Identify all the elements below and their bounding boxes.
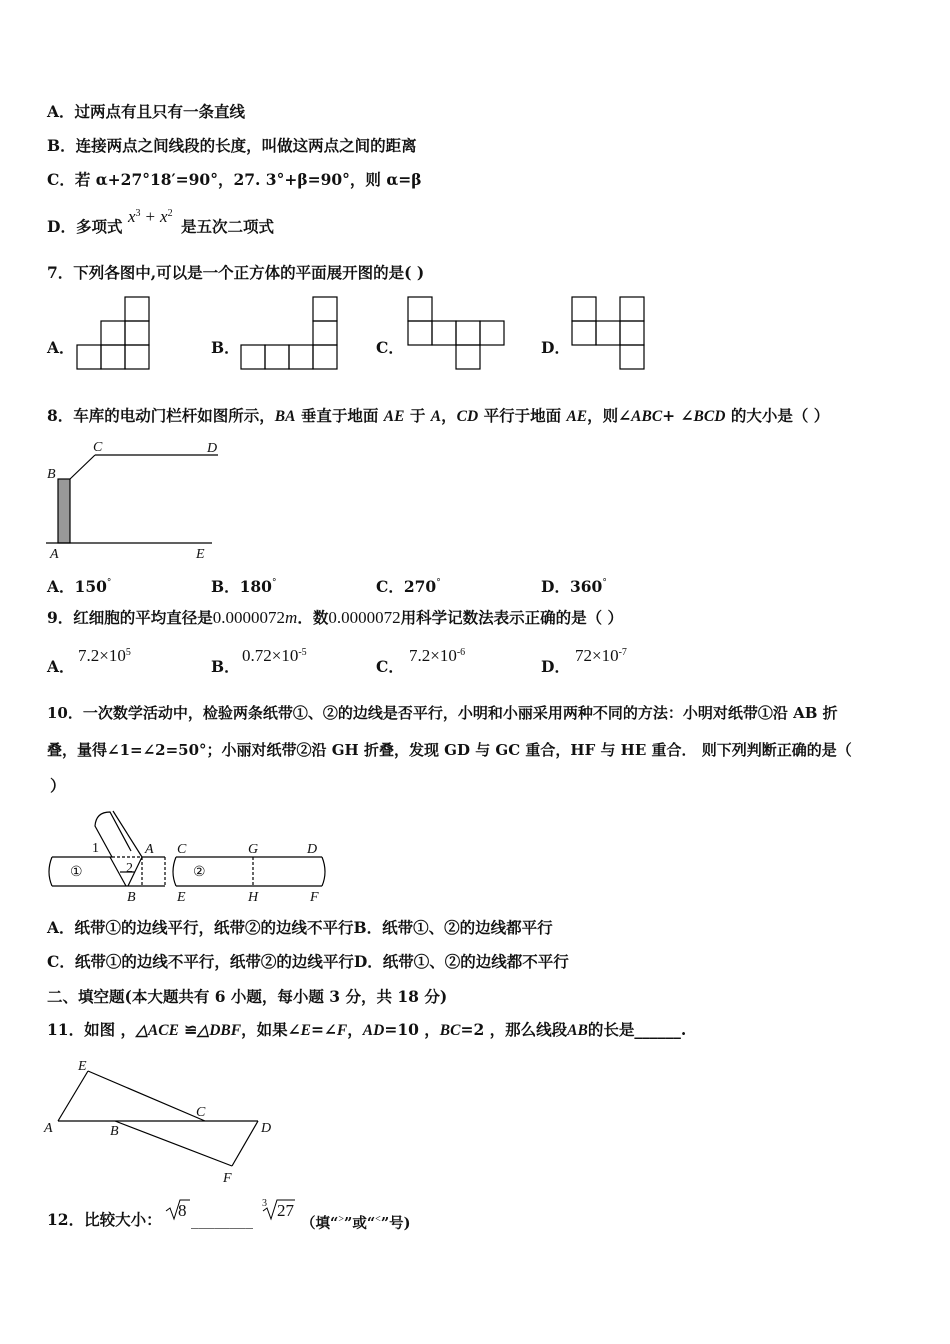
label-c: C (93, 440, 103, 455)
q11-stem-text: =2 ，那么线段 (460, 1020, 568, 1039)
option-label: D． (541, 657, 570, 676)
radicand: 8 (178, 1201, 187, 1220)
poly-term-a: x (128, 207, 136, 227)
q8-cd: CD (456, 408, 479, 425)
label-a: A (145, 842, 154, 857)
label-c: C (177, 842, 187, 857)
q8-a: A (430, 408, 442, 425)
q10-options-ab: A．纸带①的边线平行，纸带②的边线不平行B．纸带①、②的边线都平行 (47, 918, 553, 937)
option-label: A． (47, 102, 75, 121)
q11-stem-text: ， (347, 1020, 363, 1039)
angle-1-label: 1 (92, 841, 99, 856)
sci-base: 7.2×10 (409, 646, 457, 665)
q9-number: 0.0000072 (212, 608, 286, 627)
option-label: A． (47, 657, 75, 676)
sci-exp: -7 (618, 646, 627, 658)
sci-exp: -5 (298, 646, 307, 658)
q11-congruent: ≌ (178, 1020, 198, 1039)
q11-bc: BC (439, 1022, 461, 1039)
radicand: 27 (277, 1201, 294, 1220)
hint-text: ”号) (380, 1214, 411, 1232)
q10-line-2: 叠，量得∠1=∠2=50°；小丽对纸带②沿 GH 折叠，发现 GD 与 GC 重合，HF 与 HE 重合． 则下列判断正确的是（ (47, 741, 852, 759)
option-label: D． (47, 217, 76, 236)
label-f: F (223, 1171, 232, 1186)
q9-number: 0.0000072 (328, 608, 401, 627)
option-label: B． (211, 657, 240, 676)
q8-stem-text: 垂直于地面 (295, 406, 384, 425)
q9-stem-text: 用科学记数法表示正确的是（ ） (400, 608, 623, 627)
label-d: D (207, 441, 218, 456)
q11-stem-text: =10 ， (384, 1020, 440, 1039)
label-e: E (177, 890, 186, 905)
label-b: B (47, 467, 56, 482)
q7-stem: 7．下列各图中,可以是一个正方体的平面展开图的是( ) (47, 263, 425, 282)
label-a: A (44, 1121, 53, 1136)
q8-bcd: BCD (693, 408, 726, 425)
q12-blank (191, 1210, 253, 1230)
q12-hint (301, 1210, 411, 1234)
q8-stem-text: 8．车库的电动门栏杆如图所示， (47, 406, 275, 425)
answer-blank: ________ (191, 1211, 253, 1229)
q9-stem-text: ．数 (297, 608, 329, 627)
option-label: B． (211, 577, 240, 596)
q12-root-index (262, 1194, 267, 1217)
degree-mark: ° (602, 578, 607, 588)
poly-term-b: x (160, 207, 168, 227)
degree-mark: ° (271, 578, 277, 588)
label-e: E (78, 1059, 87, 1074)
q8-stem-text: 的大小是（ ） (725, 406, 830, 425)
q8-abc: ABC (631, 408, 663, 425)
section-2-heading: 二、填空题(本大题共有 6 小题，每小题 3 分，共 18 分) (47, 987, 448, 1006)
degree-mark: ° (106, 578, 112, 588)
strip-2-label: ② (193, 865, 206, 880)
label-b: B (127, 890, 136, 905)
q9-unit: m (285, 608, 298, 627)
option-text: 多项式 (75, 217, 123, 236)
q8-ba: BA (274, 408, 296, 425)
label-b: B (110, 1124, 119, 1139)
sci-exp: 5 (125, 646, 131, 658)
strip-1-label: ① (70, 865, 83, 880)
option-text: 连接两点之间线段的长度，叫做这两点之间的距离 (75, 136, 417, 155)
hint-text: （填“ (301, 1214, 339, 1232)
poly-plus: + (145, 207, 156, 227)
option-text: 过两点有且只有一条直线 (74, 102, 246, 121)
label-h: H (248, 890, 259, 905)
option-label: C． (376, 577, 404, 596)
q8-ae: AE (566, 408, 588, 425)
option-value: 270 (403, 577, 437, 596)
label-e: E (196, 547, 205, 562)
q8-ae: AE (383, 408, 405, 425)
q8-stem-text: 平行于地面 (478, 406, 567, 425)
label-c: C (196, 1105, 206, 1120)
q8-stem-text: + ∠ (662, 406, 694, 425)
q11-ad: AD (362, 1022, 385, 1039)
q11-f: F (336, 1022, 348, 1039)
label-d: D (307, 842, 318, 857)
q7-option-c-label: C． (376, 338, 404, 357)
lt-symbol: < (375, 1214, 381, 1225)
q11-stem-text: 的长是______. (587, 1020, 687, 1039)
q11-e: E (300, 1022, 311, 1039)
q7-option-d-label: D． (541, 338, 570, 357)
label-d: D (261, 1121, 272, 1136)
poly-exp-b: 2 (167, 208, 173, 219)
label-f: F (310, 890, 319, 905)
option-label: C． (47, 170, 75, 189)
q11-stem-text: 11．如图 ， (47, 1020, 136, 1039)
option-value: 180 (239, 577, 272, 596)
q12-radicand-2 (277, 1201, 294, 1221)
q10-line-1: 10．一次数学活动中，检验两条纸带①、②的边线是否平行，小明和小丽采用两种不同的方法：小明对纸带①沿 AB 折 (47, 704, 838, 722)
sci-base: 0.72×10 (242, 646, 299, 665)
poly-exp-a: 3 (135, 208, 141, 219)
label-a: A (50, 547, 59, 562)
sci-base: 7.2×10 (78, 646, 126, 665)
q12-stem-text: 12．比较大小： (47, 1210, 162, 1229)
option-value: 150 (74, 577, 107, 596)
label-g: G (248, 842, 259, 857)
q8-stem-text: ， (441, 406, 457, 425)
q11-stem-text: =∠ (310, 1020, 337, 1039)
option-value: 360 (569, 577, 603, 596)
option-label: C． (376, 657, 404, 676)
q11-ab: AB (567, 1022, 588, 1039)
option-label: B． (47, 136, 76, 155)
option-text-after: 是五次二项式 (181, 217, 275, 236)
q8-stem-text: 于 (404, 406, 431, 425)
sci-base: 72×10 (575, 646, 619, 665)
q10-options-cd: C．纸带①的边线不平行，纸带②的边线平行D．纸带①、②的边线都不平行 (47, 952, 569, 971)
root-index: 3 (262, 1198, 267, 1209)
q8-stem-text: ，则∠ (587, 406, 632, 425)
q11-triangle-dbf: △DBF (197, 1022, 242, 1039)
q11-stem-text: ，如果∠ (241, 1020, 301, 1039)
option-label: D． (541, 577, 570, 596)
q12-radicand-1 (178, 1201, 187, 1221)
option-label: A． (47, 577, 75, 596)
angle-2-label: 2 (126, 861, 133, 876)
hint-text: ”或“ (343, 1214, 376, 1232)
gt-symbol: > (338, 1214, 344, 1225)
q9-stem-text: 9．红细胞的平均直径是 (47, 608, 213, 627)
q11-triangle-ace: △ACE (135, 1022, 179, 1039)
option-text: 若 α+27°18′=90°，27. 3°+β=90°，则 α=β (74, 170, 422, 189)
degree-mark: ° (436, 578, 441, 588)
sci-exp: -6 (456, 646, 466, 658)
q7-option-a-label: A． (47, 338, 75, 357)
q10-line-3: ） (50, 776, 66, 795)
q7-option-b-label: B． (211, 338, 240, 357)
